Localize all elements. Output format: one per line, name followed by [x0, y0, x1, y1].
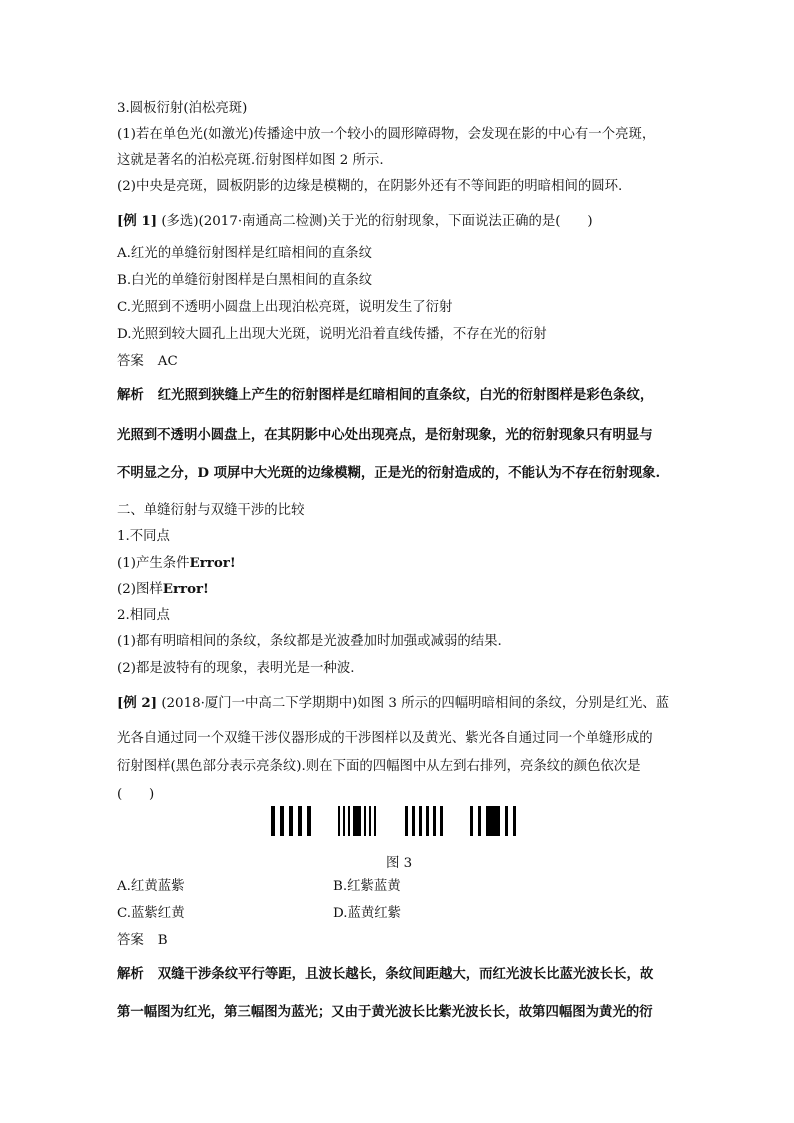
option-d: D.光照到较大圆孔上出现大光斑，说明光沿着直线传播，不存在光的衍射 — [117, 327, 547, 342]
fringe-pattern-4 — [470, 806, 516, 836]
analysis-line — [117, 386, 653, 404]
diff-item-label: (1)产生条件 — [117, 556, 190, 571]
error-text: Error! — [162, 581, 209, 597]
analysis-text: 双缝干涉条纹平行等距，且波长越长，条纹间距越大，而红光波长比蓝光波长长，故 — [157, 966, 654, 982]
example-tag: [例 1] — [117, 213, 158, 229]
answer-line — [117, 353, 178, 371]
fringe-pattern-3 — [405, 806, 443, 836]
paragraph-line: (1)若在单色光(如激光)传播途中放一个较小的圆形障碍物，会发现在影的中心有一个亮斑， — [117, 127, 656, 142]
diff-item-2 — [117, 580, 209, 599]
analysis-text: 红光照到狭缝上产生的衍射图样是红暗相间的直条纹，白光的衍射图样是彩色条纹， — [157, 387, 654, 403]
section-title: 3.圆板衍射(泊松亮斑) — [117, 101, 248, 116]
example-1-stem — [117, 212, 593, 231]
same-item-1: (1)都有明暗相间的条纹，条纹都是光波叠加时加强或减弱的结果. — [117, 634, 502, 649]
example-stem-line: 衍射图样(黑色部分表示亮条纹).则在下面的四幅图中从左到右排列，亮条纹的颜色依次是 — [117, 759, 641, 774]
answer-label: 答案 — [117, 933, 144, 948]
fringe-pattern-1 — [271, 806, 311, 836]
example-tag: [例 2] — [117, 695, 158, 711]
example-stem-line: 光各自通过同一个双缝干涉仪器形成的干涉图样以及黄光、紫光各自通过同一个单缝形成的 — [117, 731, 653, 746]
option-c: C.光照到不透明小圆盘上出现泊松亮斑，说明发生了衍射 — [117, 300, 453, 315]
option-b: B.红紫蓝黄 — [333, 879, 401, 894]
paragraph-line: 这就是著名的泊松亮斑.衍射图样如图 2 所示. — [117, 153, 384, 168]
answer-line — [117, 932, 168, 950]
error-text: Error! — [189, 555, 236, 571]
analysis-label: 解析 — [117, 387, 144, 403]
option-c: C.蓝紫红黄 — [117, 906, 185, 921]
analysis-label: 解析 — [117, 966, 144, 982]
paragraph-line: (2)中央是亮斑，圆板阴影的边缘是模糊的，在阴影外还有不等间距的明暗相间的圆环. — [117, 179, 623, 194]
option-d: D.蓝黄红紫 — [333, 906, 402, 921]
example-stem: (多选)(2017·南通高二检测)关于光的衍射现象，下面说法正确的是( ) — [161, 214, 593, 229]
figure-caption: 图 3 — [386, 856, 413, 871]
diff-item-label: (2)图样 — [117, 582, 163, 597]
option-a: A.红光的单缝衍射图样是红暗相间的直条纹 — [117, 246, 372, 261]
example-stem-line: ( ) — [117, 787, 155, 802]
analysis-line: 第一幅图为红光，第三幅图为蓝光；又由于黄光波长比紫光波长长，故第四幅图为黄光的衍 — [117, 1004, 653, 1020]
example-2-stem — [117, 694, 669, 713]
answer-value: B — [157, 933, 168, 948]
analysis-line: 不明显之分，D 项屏中大光斑的边缘模糊，正是光的衍射造成的，不能认为不存在衍射现象. — [117, 465, 661, 481]
diff-item-1 — [117, 554, 236, 573]
option-b: B.白光的单缝衍射图样是白黑相间的直条纹 — [117, 273, 373, 288]
section-heading: 二、单缝衍射与双缝干涉的比较 — [117, 503, 305, 518]
answer-value: AC — [157, 354, 178, 369]
answer-label: 答案 — [117, 354, 144, 369]
example-stem: (2018·厦门一中高二下学期期中)如图 3 所示的四幅明暗相间的条纹，分别是红光、蓝 — [161, 696, 670, 711]
analysis-line — [117, 965, 653, 983]
subsection-title: 2.相同点 — [117, 608, 170, 623]
analysis-line: 光照到不透明小圆盘上，在其阴影中心处出现亮点，是衍射现象，光的衍射现象只有明显与 — [117, 427, 653, 443]
same-item-2: (2)都是波特有的现象，表明光是一种波. — [117, 661, 355, 676]
fringe-pattern-2 — [338, 806, 376, 836]
subsection-title: 1.不同点 — [117, 529, 170, 544]
option-a: A.红黄蓝紫 — [117, 879, 185, 894]
